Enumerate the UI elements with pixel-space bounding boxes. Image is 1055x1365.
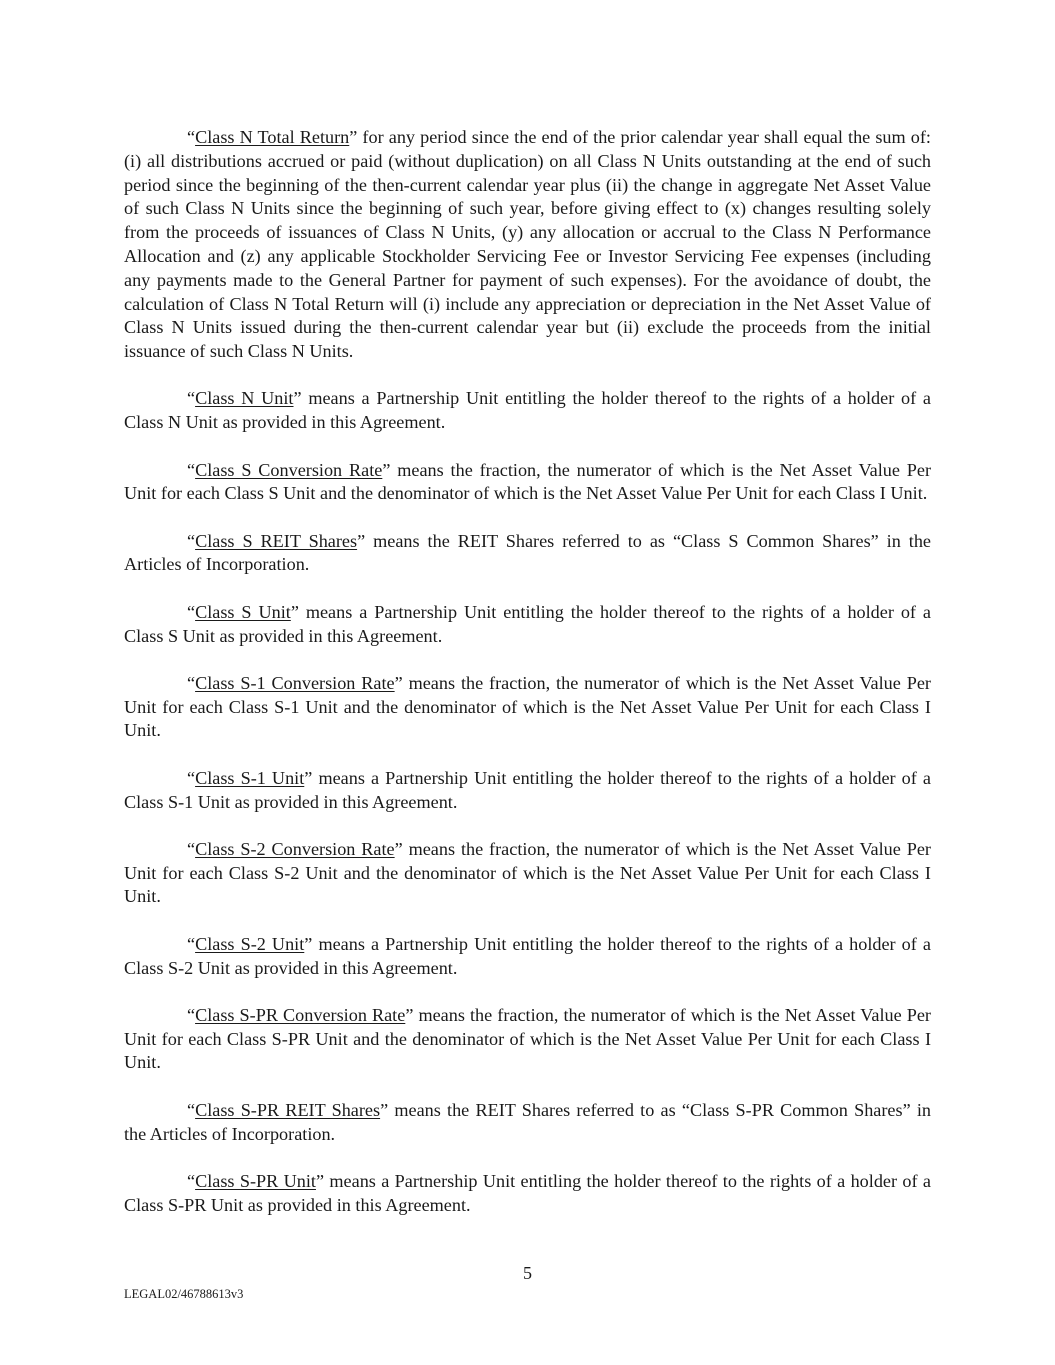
defined-term: Class N Unit: [195, 388, 294, 409]
defined-term: Class S Unit: [195, 601, 291, 622]
definition-text: ” means a Partnership Unit entitling the holder thereof to the rights of a holder of a Class N Unit as provided in this Agreement.: [124, 388, 931, 433]
open-quote: “: [187, 838, 196, 859]
definition-class-s-conversion-rate: [124, 459, 931, 507]
definition-class-s-pr-unit: [124, 1170, 931, 1218]
definition-class-s1-unit: [124, 767, 931, 815]
definition-class-n-unit: [124, 387, 931, 435]
definition-class-s-pr-conversion-rate: [124, 1004, 931, 1075]
definition-class-s-unit: [124, 601, 931, 649]
open-quote: “: [187, 459, 196, 480]
page-number: 5: [523, 1263, 532, 1283]
open-quote: “: [187, 601, 196, 622]
document-body: [124, 126, 931, 1241]
definition-class-s1-conversion-rate: [124, 672, 931, 743]
definition-class-s2-conversion-rate: [124, 838, 931, 909]
open-quote: “: [187, 1099, 196, 1120]
defined-term: Class S REIT Shares: [195, 530, 358, 551]
definition-text: ” means a Partnership Unit entitling the holder thereof to the rights of a holder of a Class S-2 Unit as provided in this Agreement.: [124, 933, 931, 978]
definition-text: ” means the REIT Shares referred to as “Class S Common Shares” in the Articles of Incorporation.: [124, 530, 932, 575]
definition-text: ” means a Partnership Unit entitling the holder thereof to the rights of a holder of a Class S-1 Unit as provided in this Agreement.: [124, 767, 931, 812]
definition-text: ” for any period since the end of the prior calendar year shall equal the sum of: (i) all distributions accrued or paid (without duplication) on all Class N Units outstanding at the end of such period since the beginning of the then-current calendar year plus (ii) the change in aggregate Net Asset Value of such Class N Units since the beginning of such year, before giving effect to (x) changes resulting solely from the proceeds of issuances of Class N Units, (y) any allocation or accrual to the Class N Performance Allocation and (z) any applicable Stockholder Servicing Fee or Investor Servicing Fee expenses (including any payments made to the General Partner for payment of such expenses). For the avoidance of doubt, the calculation of Class N Total Return will (i) include any appreciation or depreciation in the Net Asset Value of Class N Units issued during the then-current calendar year but (ii) exclude the proceeds from the initial issuance of such Class N Units.: [124, 127, 931, 362]
open-quote: “: [187, 933, 196, 954]
open-quote: “: [187, 388, 196, 409]
definition-text: ” means the fraction, the numerator of which is the Net Asset Value Per Unit for each Class S-1 Unit and the denominator of which is the Net Asset Value Per Unit for each Class I Unit.: [124, 672, 931, 741]
definition-class-s-pr-reit-shares: [124, 1099, 931, 1147]
definition-class-s-reit-shares: [124, 530, 931, 578]
definition-text: ” means the fraction, the numerator of which is the Net Asset Value Per Unit for each Class S-PR Unit and the denominator of which is the Net Asset Value Per Unit for each Class I Unit.: [124, 1004, 931, 1073]
defined-term: Class S-PR Unit: [195, 1170, 316, 1191]
defined-term: Class S-2 Conversion Rate: [195, 838, 395, 859]
definition-class-s2-unit: [124, 933, 931, 981]
definition-text: ” means the fraction, the numerator of which is the Net Asset Value Per Unit for each Class S Unit and the denominator of which is the Net Asset Value Per Unit for each Class I Unit.: [124, 459, 932, 504]
defined-term: Class S-PR REIT Shares: [195, 1099, 381, 1120]
definition-text: ” means the fraction, the numerator of which is the Net Asset Value Per Unit for each Class S-2 Unit and the denominator of which is the Net Asset Value Per Unit for each Class I Unit.: [124, 838, 931, 907]
open-quote: “: [187, 530, 196, 551]
open-quote: “: [187, 127, 196, 147]
defined-term: Class S-PR Conversion Rate: [195, 1004, 406, 1025]
defined-term: Class S-1 Unit: [195, 767, 305, 788]
definition-text: ” means a Partnership Unit entitling the holder thereof to the rights of a holder of a Class S-PR Unit as provided in this Agreement.: [124, 1170, 931, 1215]
open-quote: “: [187, 1004, 196, 1025]
definition-class-n-total-return: [124, 126, 931, 364]
definition-text: ” means the REIT Shares referred to as “Class S-PR Common Shares” in the Articles of Incorporation.: [124, 1099, 931, 1144]
defined-term: Class N Total Return: [195, 127, 350, 147]
defined-term: Class S-1 Conversion Rate: [195, 672, 395, 693]
open-quote: “: [187, 1170, 196, 1191]
defined-term: Class S-2 Unit: [195, 933, 305, 954]
open-quote: “: [187, 767, 196, 788]
document-id: LEGAL02/46788613v3: [124, 1287, 244, 1301]
definition-text: ” means a Partnership Unit entitling the holder thereof to the rights of a holder of a Class S Unit as provided in this Agreement.: [124, 601, 931, 646]
defined-term: Class S Conversion Rate: [195, 459, 383, 480]
open-quote: “: [187, 672, 196, 693]
